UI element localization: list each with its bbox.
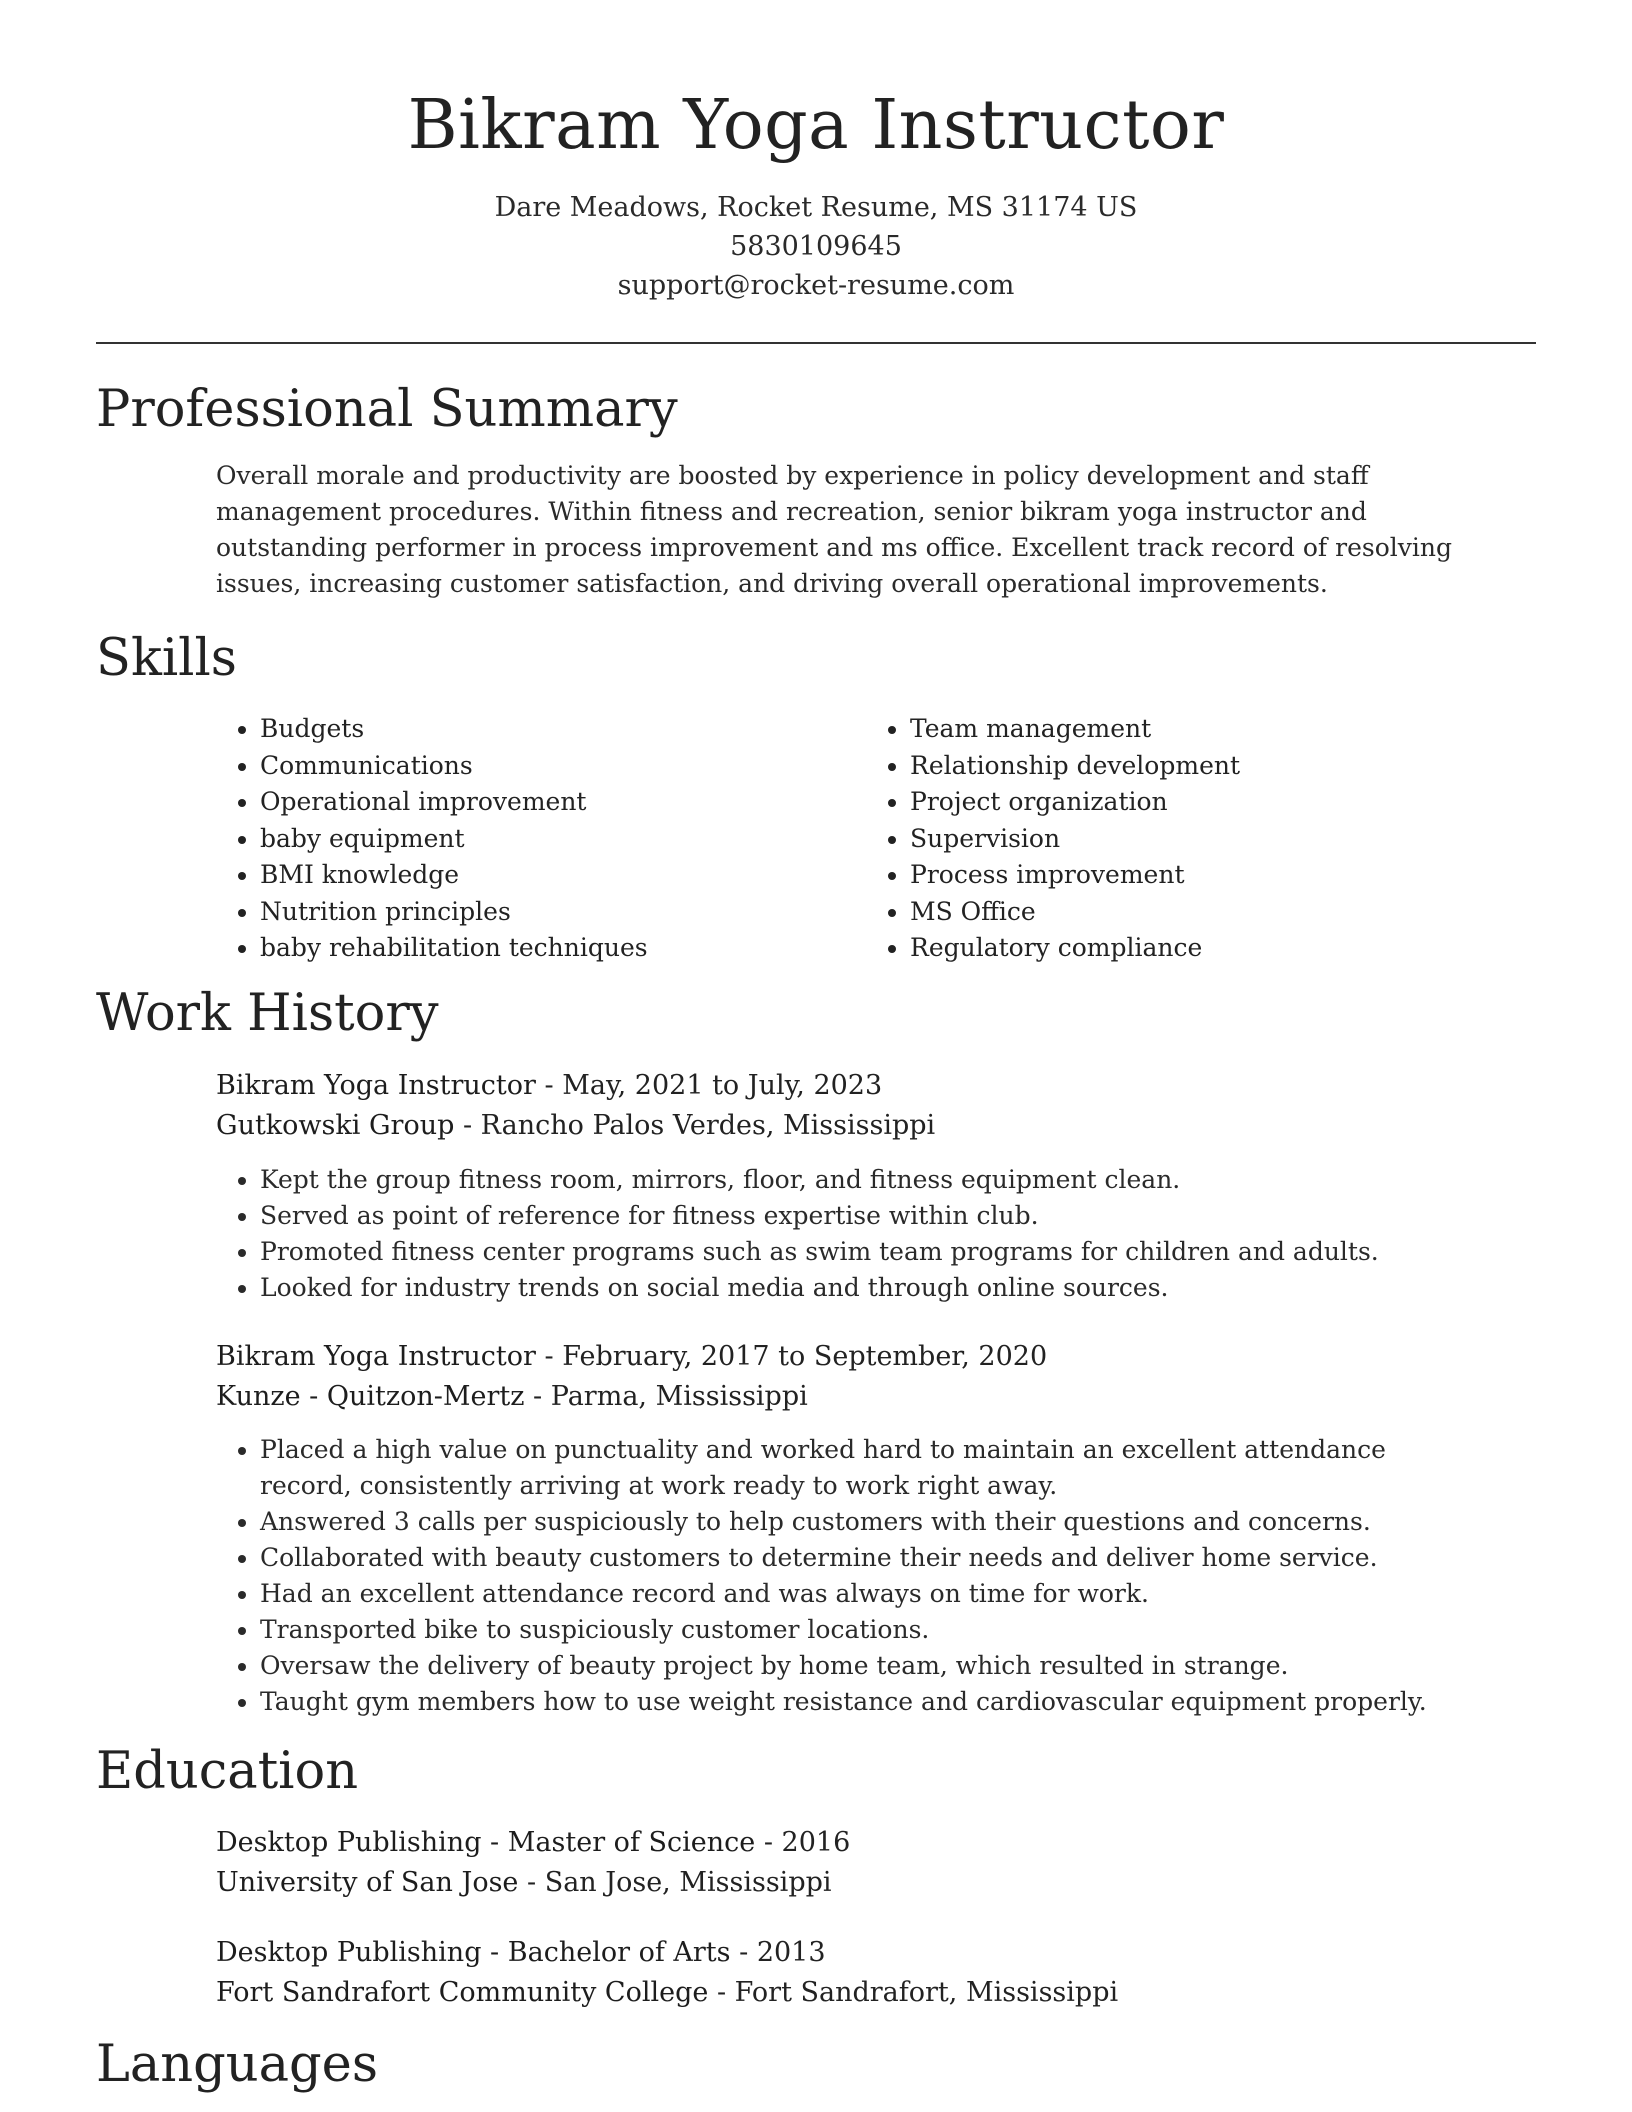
skill-item: • Budgets [260,711,866,748]
job-entry-1-header [216,1066,1516,1146]
job-bullet: • Placed a high value on punctuality and worked hard to maintain an excellent attendance record, consistently arriving at work ready to work right away. [260,1432,1460,1504]
skill-item: • Process improvement [910,857,1516,894]
education-entry-2 [216,1933,1516,2013]
education-degree: Desktop Publishing - Master of Science [216,1827,756,1858]
skills-column-right [866,711,1516,967]
education-school: University of San Jose [216,1867,519,1898]
job-role: Bikram Yoga Instructor [216,1070,536,1101]
skill-item: • BMI knowledge [260,857,866,894]
skill-item: • Communications [260,748,866,785]
header-divider [96,342,1536,344]
education-location: - Fort Sandrafort, Mississippi [708,1977,1119,2008]
work-history-heading: Work History [96,984,439,1043]
job-bullet: • Collaborated with beauty customers to determine their needs and deliver home service. [260,1540,1460,1576]
skill-item: • Regulatory compliance [910,930,1516,967]
job-bullet: • Served as point of reference for fitness expertise within club. [260,1198,1550,1234]
contact-address: Dare Meadows, Rocket Resume, MS 31174 US [494,192,1138,223]
skill-item: • baby equipment [260,821,866,858]
job-company: Kunze - Quitzon-Mertz [216,1381,525,1412]
contact-phone: 5830109645 [730,231,902,262]
education-year: - 2013 [730,1937,826,1968]
summary-text: Overall morale and productivity are boosted by experience in policy development and staff management procedures. Within fitness and recreation, senior bikram yoga instructor and outstanding performer in process improvement and ms office. Excellent track record of resolving issues, increasing customer satisfaction, and driving overall operational improvements. [216,461,1452,598]
education-heading: Education [96,1742,359,1801]
job-bullet: • Oversaw the delivery of beauty project by home team, which resulted in strange. [260,1648,1460,1684]
skill-item: • Nutrition principles [260,894,866,931]
skill-item: • baby rehabilitation techniques [260,930,866,967]
skills-column-left [216,711,866,967]
job-dates: - May, 2021 to July, 2023 [535,1070,883,1101]
education-year: - 2016 [755,1827,851,1858]
skills-list [216,711,1536,967]
skills-heading: Skills [96,629,237,688]
education-degree: Desktop Publishing - Bachelor of Arts [216,1937,731,1968]
education-entry-1 [216,1823,1516,1903]
job-dates: - February, 2017 to September, 2020 [535,1341,1048,1372]
education-school: Fort Sandrafort Community College [216,1977,709,2008]
contact-email: support@rocket-resume.com [617,270,1015,301]
job-bullet: • Transported bike to suspiciously customer locations. [260,1612,1460,1648]
job-entry-2-bullets [216,1432,1460,1720]
job-bullet: • Kept the group fitness room, mirrors, floor, and fitness equipment clean. [260,1162,1550,1198]
job-entry-2-header [216,1337,1516,1417]
candidate-name: Bikram Yoga Instructor [407,86,1225,165]
job-bullet: • Answered 3 calls per suspiciously to help customers with their questions and concerns. [260,1504,1460,1540]
job-role: Bikram Yoga Instructor [216,1341,536,1372]
summary-heading: Professional Summary [96,380,678,439]
job-location: - Rancho Palos Verdes, Mississippi [454,1110,936,1141]
skill-item: • Operational improvement [260,784,866,821]
skill-item: • Team management [910,711,1516,748]
job-bullet: • Promoted fitness center programs such as swim team programs for children and adults. [260,1234,1550,1270]
languages-heading: Languages [96,2035,379,2094]
skill-item: • MS Office [910,894,1516,931]
skill-item: • Supervision [910,821,1516,858]
contact-info [0,188,1632,305]
job-company: Gutkowski Group [216,1110,455,1141]
job-bullet: • Looked for industry trends on social media and through online sources. [260,1270,1550,1306]
skill-item: • Relationship development [910,748,1516,785]
education-location: - San Jose, Mississippi [518,1867,832,1898]
job-bullet: • Taught gym members how to use weight resistance and cardiovascular equipment properly. [260,1684,1460,1720]
job-bullet: • Had an excellent attendance record and was always on time for work. [260,1576,1460,1612]
job-entry-1-bullets [216,1162,1550,1306]
resume-header [0,78,1632,305]
skill-item: • Project organization [910,784,1516,821]
job-location: - Parma, Mississippi [524,1381,808,1412]
